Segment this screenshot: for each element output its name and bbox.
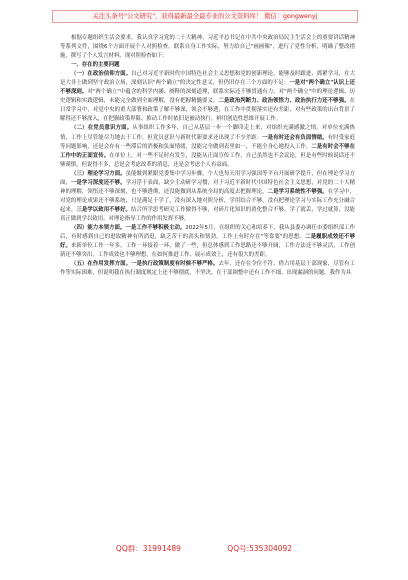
- body-text: 学习浮于表面，缺少主动研学习惯，对于习近平新时代中国特色社会主义思想，对党的二十大精神的理解，领悟还不够深刻，也不够透彻，还没能做到从系统全局的高度去把握理论，: [60, 179, 355, 195]
- subheading: （二）在党员意识方面。: [71, 125, 133, 132]
- key-point: 一是工作不够积极主动。: [125, 224, 186, 231]
- key-point: 二是学习系统性不够强。: [267, 188, 328, 195]
- subheading: （三）理论学习方面。: [71, 170, 126, 177]
- body-text: 在学习中，对党的理论成果还不够系统，只是满足于学了，没有深入地对照分析，学用结合不够，没有把理论学习与实际工作充分融合起来。: [60, 188, 355, 213]
- body-text: 去年，还存在令位不符、借占用基层干部现象，尽管有工作等实际困难，但说明我在执行制度规定上还不够彻底，不坚决，在干部调整中还有工作不细、出现漏洞的问题。我作为具: [60, 261, 355, 277]
- promo-banner: 关注头条号"公文研究"，获得最新最全最专业的公文资料库！ 微信：gongwenyj: [52, 10, 358, 23]
- intro-paragraph: 根据专题组织生活会要求，我认真学习党的二十大精神、习近平总书记在中共中央政治局民主生活会上的重要讲话精神等系列文件，围绕6个方面开展个人对照检查。联系自身工作实际，努力给自己"画画像"，进行了党性分析，明确了整改措施，撰写了个人发言材料，现对照检查如下：: [60, 35, 355, 60]
- body-text: 对"两个确立"中蕴含的科学内涵、阐释的深刻道理，联系实际还不够贯通有力，对"两个确立"中的理论逻辑、历史逻辑和实践逻辑，未能完全做到全面理解，没有把握精髓要义。: [60, 89, 355, 105]
- key-point: 一是有时还会有负面情绪。: [262, 134, 328, 141]
- body-text: 虽能做到紧跟党委集中学习步骤，个人也每天用学习强国等平台开展研学提升，但在理论学习方面，: [60, 170, 355, 186]
- section-politics: [60, 70, 355, 124]
- body-text: 有时受家庭等问题影响，还是会存有一些滞后的消极和负面情绪，没能完全做到表里如一，不能全身心地投入工作。: [60, 134, 355, 150]
- key-point: 一是学习深度还不够。: [70, 179, 126, 186]
- key-point: 三是学以致用不够好。: [76, 206, 132, 213]
- body-text: 从事组织工作多年，自己从基层一步一个脚印走上来，对组织充满感激之情，对单位充满热情，工作上尽管能尽力地去干工作，但党员意识与新时代新要求还出现了不少差距：: [60, 125, 355, 141]
- contact-footer: [0, 543, 408, 555]
- key-point: 一是执行政策制度有时候不够严格。: [131, 261, 219, 268]
- body-text: 在日常学习中，对党中央的重大部署和政策了解不够深，领会不够透，在工作中贯彻落实还有差距，对有些政策的出台背景了解得还不够深入，在把握政策界限、推动工作时依旧是被动执行，鲜用创造性思维开展工作。: [60, 98, 355, 123]
- subheading: （四）能力本领方面。: [71, 224, 126, 231]
- document-body: [60, 34, 355, 278]
- subheading: （一）在政治信仰方面。: [71, 71, 132, 78]
- body-text: 2022年5月，在组织的关心和培养下，我从县委办调任市委组织部工作后，有时感到自己的进取精神有所消退，缺乏苦干的劲头和韧劲，工作上有时存在"等靠要"的思想。: [60, 224, 355, 241]
- body-text: 来新单位工作一年多，工作一环接着一环，做了一些，但总体感到工作思路还不够开阔，工作方法还不够灵活，工作创新还不够突出，工作成效也不够理想，在如何推进工作、展示成效上，还有很大的差距。: [60, 243, 355, 259]
- section-party-awareness: [60, 124, 355, 169]
- body-text: 自己对习近平新时代中国特色社会主义思想和党的创新理论，能够及时跟进、抓紧学习，在大是大非上做到坚守政治立场，深刻认识"两个确立"的决定性意义，但仍旧存在三个方面的不足：: [60, 71, 355, 87]
- section-theory-study: [60, 170, 355, 224]
- section-heading: 一、存在的主要问题: [71, 62, 120, 69]
- body-text: 结合所学思考研究工作做得不够，对碎片化知识的消化整合不够，学了就丢，学过就算，没能真正做到学以致用，对理论指导工作的作用发挥不够。: [60, 206, 355, 222]
- key-point: 二是履职成效还不够好。: [60, 234, 355, 250]
- qq-number-text: QQ号:535304092: [227, 544, 293, 553]
- subheading: （五）在作用发挥方面。: [71, 261, 132, 268]
- key-point: 二是有时会不够在工作中的正面宣传。: [60, 143, 355, 159]
- section-role: [60, 260, 355, 278]
- key-point: 一是对"两个确立"认识上还不够深刻。: [60, 80, 355, 96]
- body-text: 在单位上，对一些不足时有发生，没能从正面宣传工作，自己虽然也不会议论，但是有些时候说话还不够谨慎，但说得不多，总是会考虑改革的消息，还是会考虑个人有益面。: [60, 152, 355, 168]
- qq-group-text: QQ群：31991489: [115, 544, 181, 553]
- section-ability: [60, 224, 355, 260]
- key-point: 二是政治判断力、政治领悟力、政治执行力还不够强。: [218, 98, 350, 105]
